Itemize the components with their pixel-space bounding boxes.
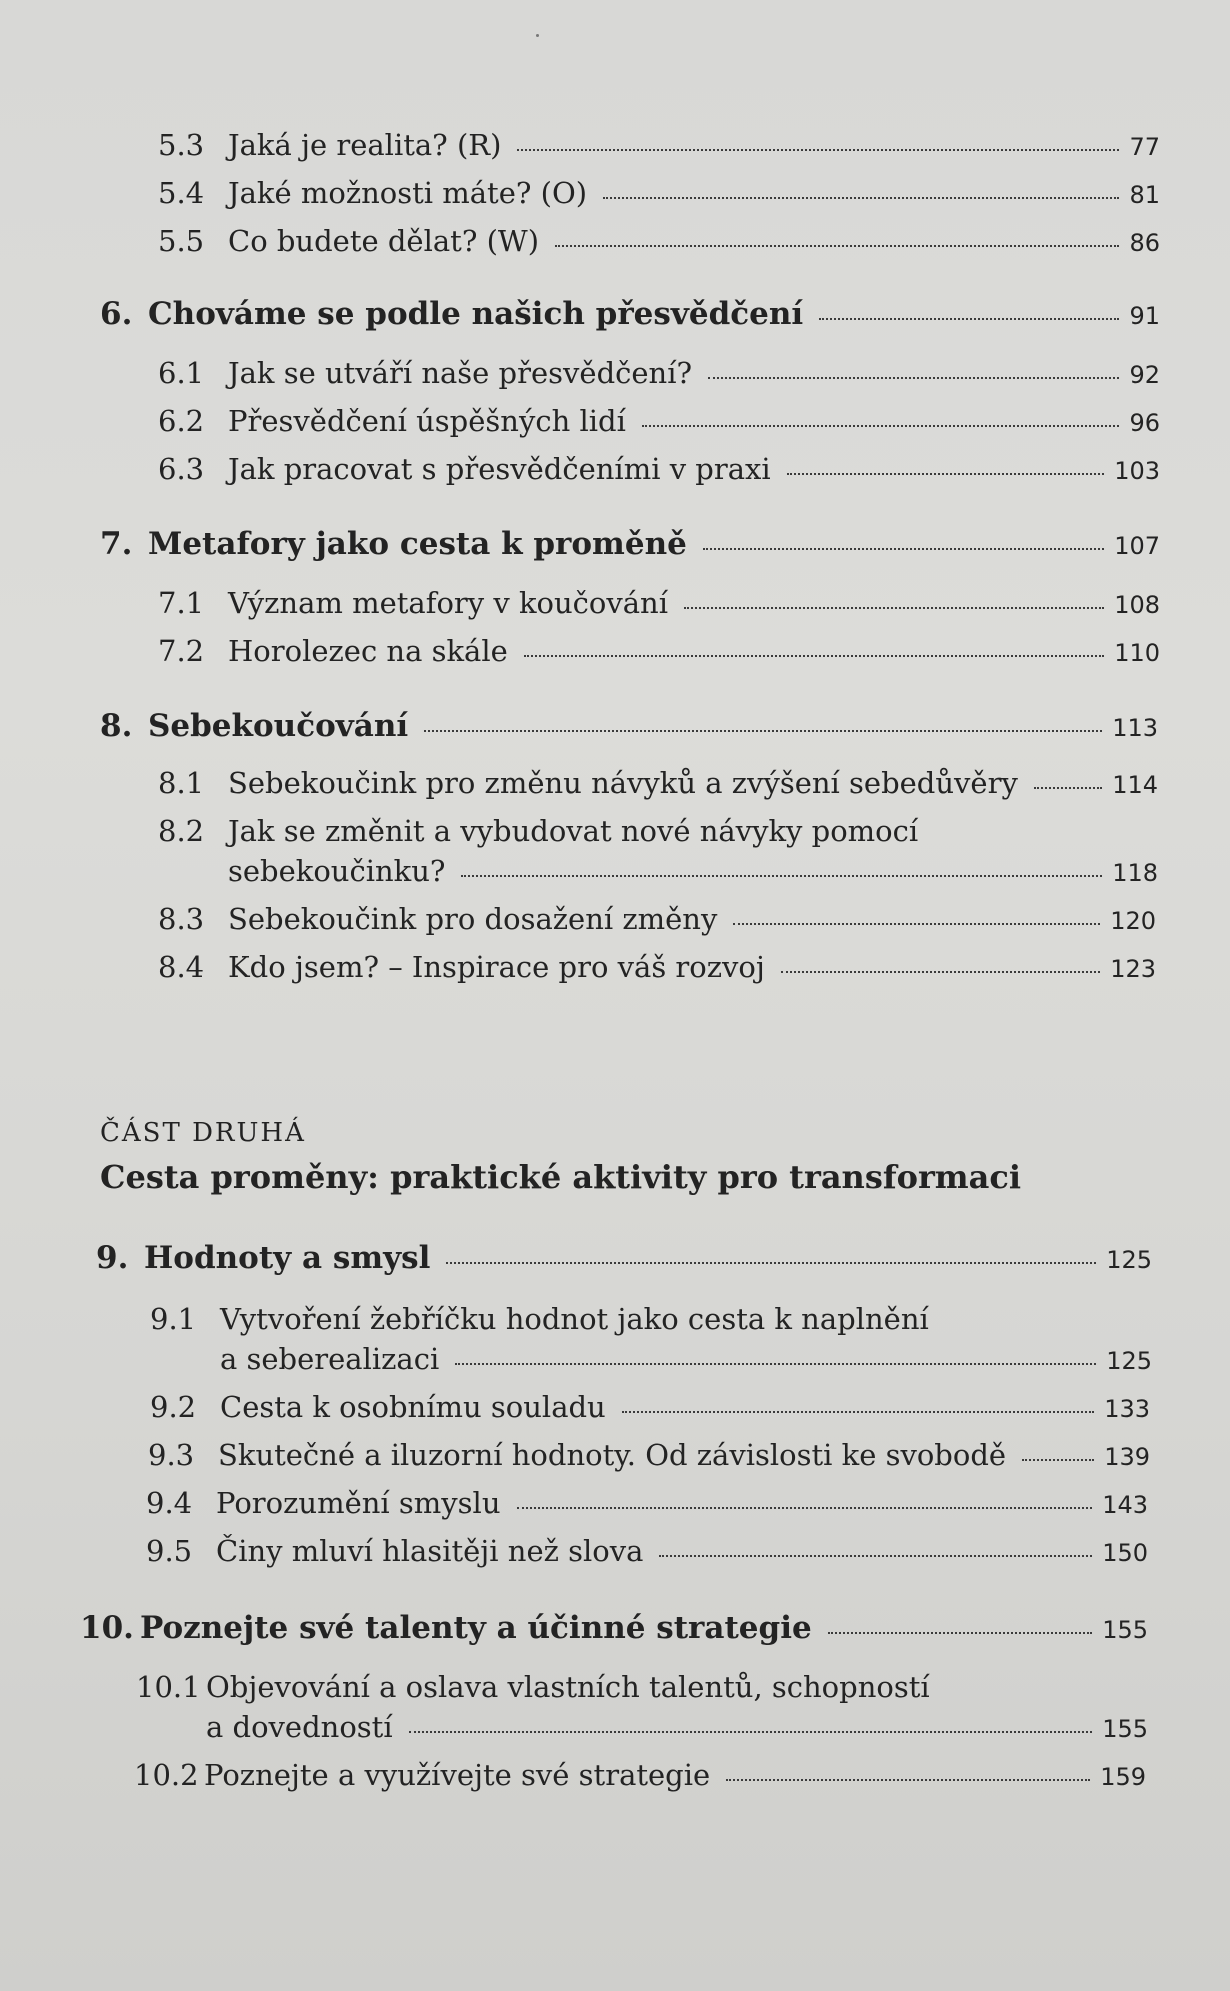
entry-number: 7.1	[158, 586, 205, 620]
entry-page-number: 108	[1114, 591, 1160, 619]
toc-entry-5-5[interactable]	[158, 224, 1160, 258]
dot-leader	[819, 318, 1119, 320]
toc-entry-9-5[interactable]	[146, 1534, 1148, 1568]
entry-number: 7.2	[158, 634, 205, 668]
toc-entry-7-2[interactable]	[158, 634, 1160, 668]
entry-title: Poznejte a využívejte své strategie	[204, 1758, 711, 1792]
entry-page-number: 96	[1129, 409, 1160, 437]
toc-entry-10-1[interactable]	[136, 1670, 1148, 1744]
chapter-number: 8.	[100, 708, 133, 744]
entry-page-number: 92	[1129, 361, 1160, 389]
entry-number: 9.3	[148, 1438, 195, 1472]
chapter-page-number: 125	[1106, 1246, 1152, 1274]
dot-leader	[1022, 1459, 1094, 1461]
entry-page-number: 114	[1112, 771, 1158, 799]
dot-leader	[659, 1555, 1092, 1557]
chapter-title: Poznejte své talenty a účinné strategie	[140, 1610, 812, 1646]
chapter-number: 10.	[80, 1610, 134, 1646]
dot-leader	[603, 197, 1119, 199]
entry-page-number: 118	[1112, 859, 1158, 887]
entry-title: Skutečné a iluzorní hodnoty. Od závislosti ke svobodě	[218, 1438, 1007, 1472]
entry-title: Jaká je realita? (R)	[228, 128, 502, 162]
entry-number: 5.4	[158, 176, 205, 210]
entry-title: Přesvědčení úspěšných lidí	[228, 404, 626, 438]
dot-leader	[787, 473, 1105, 475]
dot-leader	[684, 607, 1104, 609]
toc-entry-8-2[interactable]	[158, 814, 1158, 888]
entry-number: 10.1	[136, 1670, 201, 1704]
dot-leader	[455, 1363, 1096, 1365]
toc-entry-6-1[interactable]	[158, 356, 1160, 390]
toc-chapter-8[interactable]	[100, 708, 1158, 744]
entry-title: Cesta k osobnímu souladu	[220, 1390, 606, 1424]
dot-leader	[446, 1262, 1096, 1264]
entry-title-line2: a seberealizaci	[220, 1342, 440, 1376]
entry-number: 9.2	[150, 1390, 197, 1424]
entry-title-line2: a dovedností	[206, 1710, 393, 1744]
chapter-number: 7.	[100, 526, 133, 562]
entry-number: 9.1	[150, 1302, 197, 1336]
dot-leader	[517, 1507, 1093, 1509]
entry-page-number: 77	[1129, 133, 1160, 161]
chapter-number: 9.	[96, 1240, 129, 1276]
toc-entry-7-1[interactable]	[158, 586, 1160, 620]
dot-leader	[708, 377, 1119, 379]
toc-entry-9-2[interactable]	[150, 1390, 1150, 1424]
chapter-page-number: 107	[1114, 532, 1160, 560]
entry-page-number: 133	[1104, 1395, 1150, 1423]
toc-entry-8-4[interactable]	[158, 950, 1156, 984]
dot-leader	[781, 971, 1100, 973]
entry-page-number: 125	[1106, 1347, 1152, 1375]
entry-number: 6.2	[158, 404, 205, 438]
toc-entry-8-3[interactable]	[158, 902, 1156, 936]
part-label: ČÁST DRUHÁ	[100, 1118, 306, 1148]
chapter-number: 6.	[100, 296, 133, 332]
toc-entry-5-3[interactable]	[158, 128, 1160, 162]
dot-leader	[703, 548, 1104, 550]
entry-page-number: 123	[1110, 955, 1156, 983]
toc-chapter-9[interactable]	[96, 1240, 1152, 1276]
dot-leader	[517, 149, 1119, 151]
dust-speck	[536, 34, 539, 37]
entry-page-number: 143	[1102, 1491, 1148, 1519]
dot-leader	[555, 245, 1119, 247]
dot-leader	[828, 1632, 1092, 1634]
dot-leader	[622, 1411, 1094, 1413]
entry-title: Jak pracovat s přesvědčeními v praxi	[228, 452, 771, 486]
toc-entry-6-3[interactable]	[158, 452, 1160, 486]
toc-chapter-10[interactable]	[80, 1610, 1148, 1646]
toc-chapter-7[interactable]	[100, 526, 1160, 562]
toc-entry-6-2[interactable]	[158, 404, 1160, 438]
chapter-title: Chováme se podle našich přesvědčení	[148, 296, 804, 332]
entry-number: 8.4	[158, 950, 205, 984]
toc-entry-10-2[interactable]	[134, 1758, 1146, 1792]
chapter-title: Sebekoučování	[148, 708, 409, 744]
dot-leader	[409, 1731, 1093, 1733]
toc-entry-9-4[interactable]	[146, 1486, 1148, 1520]
entry-title: Sebekoučink pro změnu návyků a zvýšení sebedůvěry	[228, 766, 1018, 800]
entry-page-number: 103	[1114, 457, 1160, 485]
chapter-title: Metafory jako cesta k proměně	[148, 526, 687, 562]
entry-page-number: 155	[1102, 1715, 1148, 1743]
entry-page-number: 150	[1102, 1539, 1148, 1567]
dot-leader	[1034, 787, 1102, 789]
entry-number: 8.1	[158, 766, 205, 800]
entry-number: 9.4	[146, 1486, 193, 1520]
dot-leader	[733, 923, 1100, 925]
entry-title: Sebekoučink pro dosažení změny	[228, 902, 718, 936]
dot-leader	[461, 875, 1102, 877]
chapter-title: Hodnoty a smysl	[144, 1240, 431, 1276]
chapter-page-number: 113	[1112, 714, 1158, 742]
chapter-page-number: 91	[1129, 302, 1160, 330]
entry-title: Jak se utváří naše přesvědčení?	[228, 356, 693, 390]
entry-number: 6.1	[158, 356, 205, 390]
toc-entry-5-4[interactable]	[158, 176, 1160, 210]
entry-number: 5.5	[158, 224, 205, 258]
part-title: Cesta proměny: praktické aktivity pro transformaci	[100, 1158, 1022, 1196]
entry-number: 9.5	[146, 1534, 193, 1568]
entry-number: 6.3	[158, 452, 205, 486]
entry-page-number: 81	[1129, 181, 1160, 209]
entry-page-number: 110	[1114, 639, 1160, 667]
entry-number: 8.3	[158, 902, 205, 936]
entry-title: Porozumění smyslu	[216, 1486, 501, 1520]
entry-page-number: 86	[1129, 229, 1160, 257]
entry-title: Jaké možnosti máte? (O)	[228, 176, 588, 210]
toc-entry-9-1[interactable]	[150, 1302, 1152, 1376]
entry-title-line1: Vytvoření žebříčku hodnot jako cesta k naplnění	[220, 1302, 929, 1336]
entry-title: Kdo jsem? – Inspirace pro váš rozvoj	[228, 950, 765, 984]
entry-title-line1: Objevování a oslava vlastních talentů, schopností	[206, 1670, 930, 1704]
entry-number: 8.2	[158, 814, 205, 848]
entry-title: Horolezec na skále	[228, 634, 508, 668]
entry-title: Co budete dělat? (W)	[228, 224, 540, 258]
entry-number: 5.3	[158, 128, 205, 162]
entry-title-line1: Jak se změnit a vybudovat nové návyky pomocí	[228, 814, 919, 848]
entry-page-number: 159	[1100, 1763, 1146, 1791]
entry-title: Význam metafory v koučování	[228, 586, 669, 620]
toc-entry-9-3[interactable]	[148, 1438, 1150, 1472]
dot-leader	[524, 655, 1104, 657]
entry-page-number: 139	[1104, 1443, 1150, 1471]
toc-entry-8-1[interactable]	[158, 766, 1158, 800]
chapter-page-number: 155	[1102, 1616, 1148, 1644]
entry-title-line2: sebekoučinku?	[228, 854, 446, 888]
dot-leader	[424, 730, 1102, 732]
entry-title: Činy mluví hlasitěji než slova	[216, 1534, 644, 1568]
entry-page-number: 120	[1110, 907, 1156, 935]
entry-number: 10.2	[134, 1758, 199, 1792]
toc-chapter-6[interactable]	[100, 296, 1160, 332]
dot-leader	[726, 1779, 1090, 1781]
dot-leader	[642, 425, 1120, 427]
